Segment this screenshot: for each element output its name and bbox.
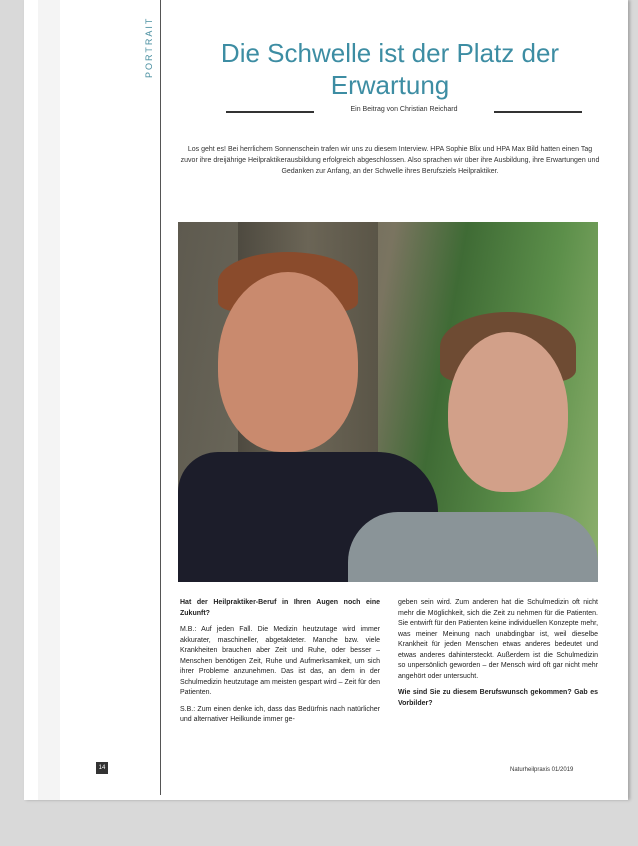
man-face <box>218 272 358 452</box>
question: Wie sind Sie zu diesem Berufswunsch gekommen? Gab es Vorbilder? <box>398 689 598 707</box>
article-title: Die Schwelle ist der Platz der Erwartung <box>220 38 560 101</box>
byline-rule-right <box>494 111 582 113</box>
footer-publication: Naturheilpraxis 01/2019 <box>510 767 574 773</box>
column-divider <box>160 0 161 795</box>
text-column-right <box>398 598 598 715</box>
page-margin <box>38 0 60 800</box>
section-label: PORTRAIT <box>144 16 154 78</box>
woman-shirt <box>348 512 598 582</box>
byline-rule-left <box>226 111 314 113</box>
answer: M.B.: Auf jeden Fall. Die Medizin heutzutage wird immer akkurater, maschineller, abgetakteter. Manche bzw. viele Krankheiten brauchen aber Zeit und Ruhe, oder besser – Menschen benötigen Zeit, Ruhe und Aufmerksamkeit, um sich ihrer Probleme anzunehmen. Das ist das, an dem in der Schulmedizin heutzutage am meisten gespart wird – Zeit für den Patienten. <box>180 626 380 696</box>
question: Hat der Heilpraktiker-Beruf in Ihren Augen noch eine Zukunft? <box>180 599 380 617</box>
byline-row <box>226 106 582 118</box>
byline: Ein Beitrag von Christian Reichard <box>350 106 458 113</box>
answer: geben sein wird. Zum anderen hat die Schulmedizin oft nicht mehr die Möglichkeit, sich die Zeit zu nehmen für die Patienten. Sie entwirft für den Patienten keine individuellen Konzepte mehr, was meiner Meinung nach unabdingbar ist, weil dieselbe Krankheit für jeden Menschen etwas anderes bedeutet und etwas anderes dahintersteckt. Außerdem ist die Schulmedizin so unpersönlich geworden – der Mensch wird oft gar nicht mehr angehört oder untersucht. <box>398 599 599 680</box>
intro-text: Los geht es! Bei herrlichem Sonnenschein trafen wir uns zu diesem Interview. HPA Sophie Blix und HPA Max Bild hatten einen Tag zuvor ihre dreijährige Heilpraktikerausbildung erfolgreich abgeschlossen. Also sprachen wir über ihre Ausbildung, ihre Erwartungen und Gedanken zur Anfang, an der Schwelle ihres Berufsziels Heilpraktiker. <box>180 146 600 175</box>
page-number: 14 <box>96 762 108 774</box>
portrait-photo <box>178 222 598 582</box>
woman-face <box>448 332 568 492</box>
answer: S.B.: Zum einen denke ich, dass das Bedürfnis nach natürlicher und alternativer Heilkunde immer ge- <box>180 705 380 723</box>
text-column-left <box>180 598 380 732</box>
